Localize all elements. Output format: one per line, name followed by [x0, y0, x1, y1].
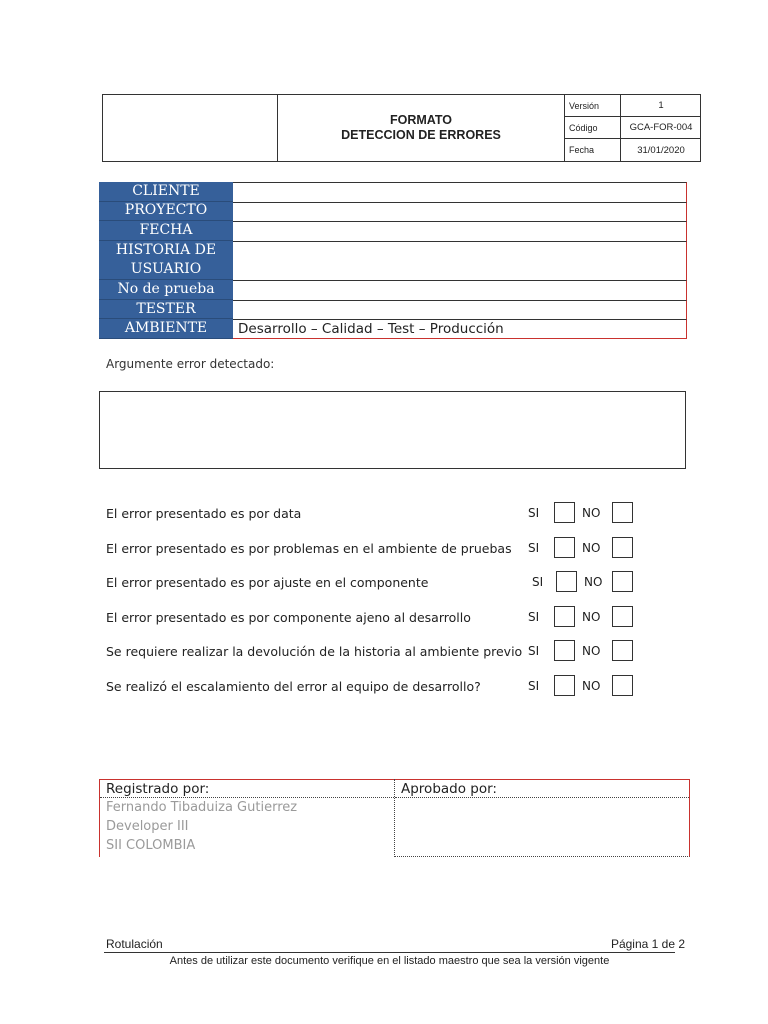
meta-value: 31/01/2020 [637, 144, 685, 156]
registered-company: SII COLOMBIA [106, 838, 196, 853]
question-text: Se realizó el escalamiento del error al equipo de desarrollo? [106, 678, 481, 694]
no-checkbox[interactable] [612, 675, 633, 696]
no-checkbox[interactable] [612, 640, 633, 661]
title-line-2: DETECCION DE ERRORES [341, 128, 501, 142]
meta-key: Código [565, 117, 621, 138]
approved-column [394, 779, 690, 857]
proyecto-field[interactable] [233, 202, 687, 222]
yes-checkbox[interactable] [556, 571, 577, 592]
no-label: NO [582, 679, 601, 693]
info-row-historia [99, 241, 687, 280]
fecha-field[interactable] [233, 221, 687, 241]
argument-textbox[interactable] [99, 391, 686, 469]
info-label: TESTER [99, 300, 233, 320]
info-label: CLIENTE [99, 182, 233, 202]
info-row-proyecto [99, 202, 687, 222]
info-row-tester [99, 300, 687, 320]
question-text: Se requiere realizar la devolución de la historia al ambiente previo [106, 643, 523, 659]
yes-label: SI [532, 575, 544, 589]
info-row-fecha [99, 221, 687, 241]
yes-label: SI [528, 506, 540, 520]
document-title [278, 95, 565, 161]
question-row [106, 502, 646, 524]
meta-key: Versión [565, 95, 621, 116]
question-row [106, 606, 646, 628]
document-header [102, 94, 701, 162]
yes-checkbox[interactable] [554, 537, 575, 558]
question-row [106, 640, 646, 662]
meta-value: 1 [658, 100, 664, 111]
no-label: NO [584, 575, 603, 589]
yes-label: SI [528, 644, 540, 658]
yes-label: SI [528, 541, 540, 555]
no-label: NO [582, 506, 601, 520]
info-label: FECHA [99, 221, 233, 241]
signature-table [99, 779, 690, 857]
registered-name: Fernando Tibaduiza Gutierrez [106, 800, 298, 815]
historia-field[interactable] [233, 241, 687, 280]
question-row [106, 675, 646, 697]
yes-checkbox[interactable] [554, 502, 575, 523]
meta-value: GCA-FOR-004 [629, 122, 693, 133]
meta-row-date [565, 139, 701, 161]
meta-row-version [565, 95, 701, 117]
question-text: El error presentado es por data [106, 505, 302, 521]
approved-label: Aprobado por: [395, 779, 689, 798]
yes-checkbox[interactable] [554, 640, 575, 661]
no-checkbox[interactable] [612, 606, 633, 627]
no-label: NO [582, 610, 601, 624]
question-row [106, 571, 646, 593]
meta-row-code [565, 117, 701, 139]
no-label: NO [582, 541, 601, 555]
no-checkbox[interactable] [612, 537, 633, 558]
logo-cell [103, 95, 278, 161]
info-label: No de prueba [99, 280, 233, 300]
question-text: El error presentado es por problemas en el ambiente de pruebas [106, 540, 512, 556]
registered-column [99, 779, 394, 857]
registered-role: Developer III [106, 819, 189, 834]
ambiente-field[interactable]: Desarrollo – Calidad – Test – Producción [233, 319, 687, 339]
title-line-1: FORMATO [389, 113, 453, 127]
info-label: AMBIENTE [99, 319, 233, 339]
info-label: PROYECTO [99, 202, 233, 222]
footer-left: Rotulación [106, 937, 163, 951]
info-row-cliente [99, 182, 687, 202]
footer-note: Antes de utilizar este documento verifique en el listado maestro que sea la versión vigente [169, 955, 610, 967]
yes-label: SI [528, 679, 540, 693]
info-label: HISTORIA DE USUARIO [99, 241, 233, 280]
tester-field[interactable] [233, 300, 687, 320]
info-row-ambiente [99, 319, 687, 339]
no-label: NO [582, 644, 601, 658]
cliente-field[interactable] [233, 182, 687, 202]
document-meta [565, 95, 701, 161]
prueba-field[interactable] [233, 280, 687, 300]
yes-label: SI [528, 610, 540, 624]
registered-label: Registrado por: [100, 779, 394, 798]
question-text: El error presentado es por ajuste en el componente [106, 574, 429, 590]
argument-label: Argumente error detectado: [106, 357, 275, 371]
page-number: Página 1 de 2 [610, 937, 685, 951]
no-checkbox[interactable] [612, 571, 633, 592]
info-row-prueba [99, 280, 687, 300]
info-table [99, 182, 687, 339]
meta-key: Fecha [565, 139, 621, 161]
footer-divider [104, 952, 675, 953]
yes-checkbox[interactable] [554, 675, 575, 696]
no-checkbox[interactable] [612, 502, 633, 523]
question-row [106, 537, 646, 559]
question-text: El error presentado es por componente ajeno al desarrollo [106, 609, 471, 625]
yes-checkbox[interactable] [554, 606, 575, 627]
